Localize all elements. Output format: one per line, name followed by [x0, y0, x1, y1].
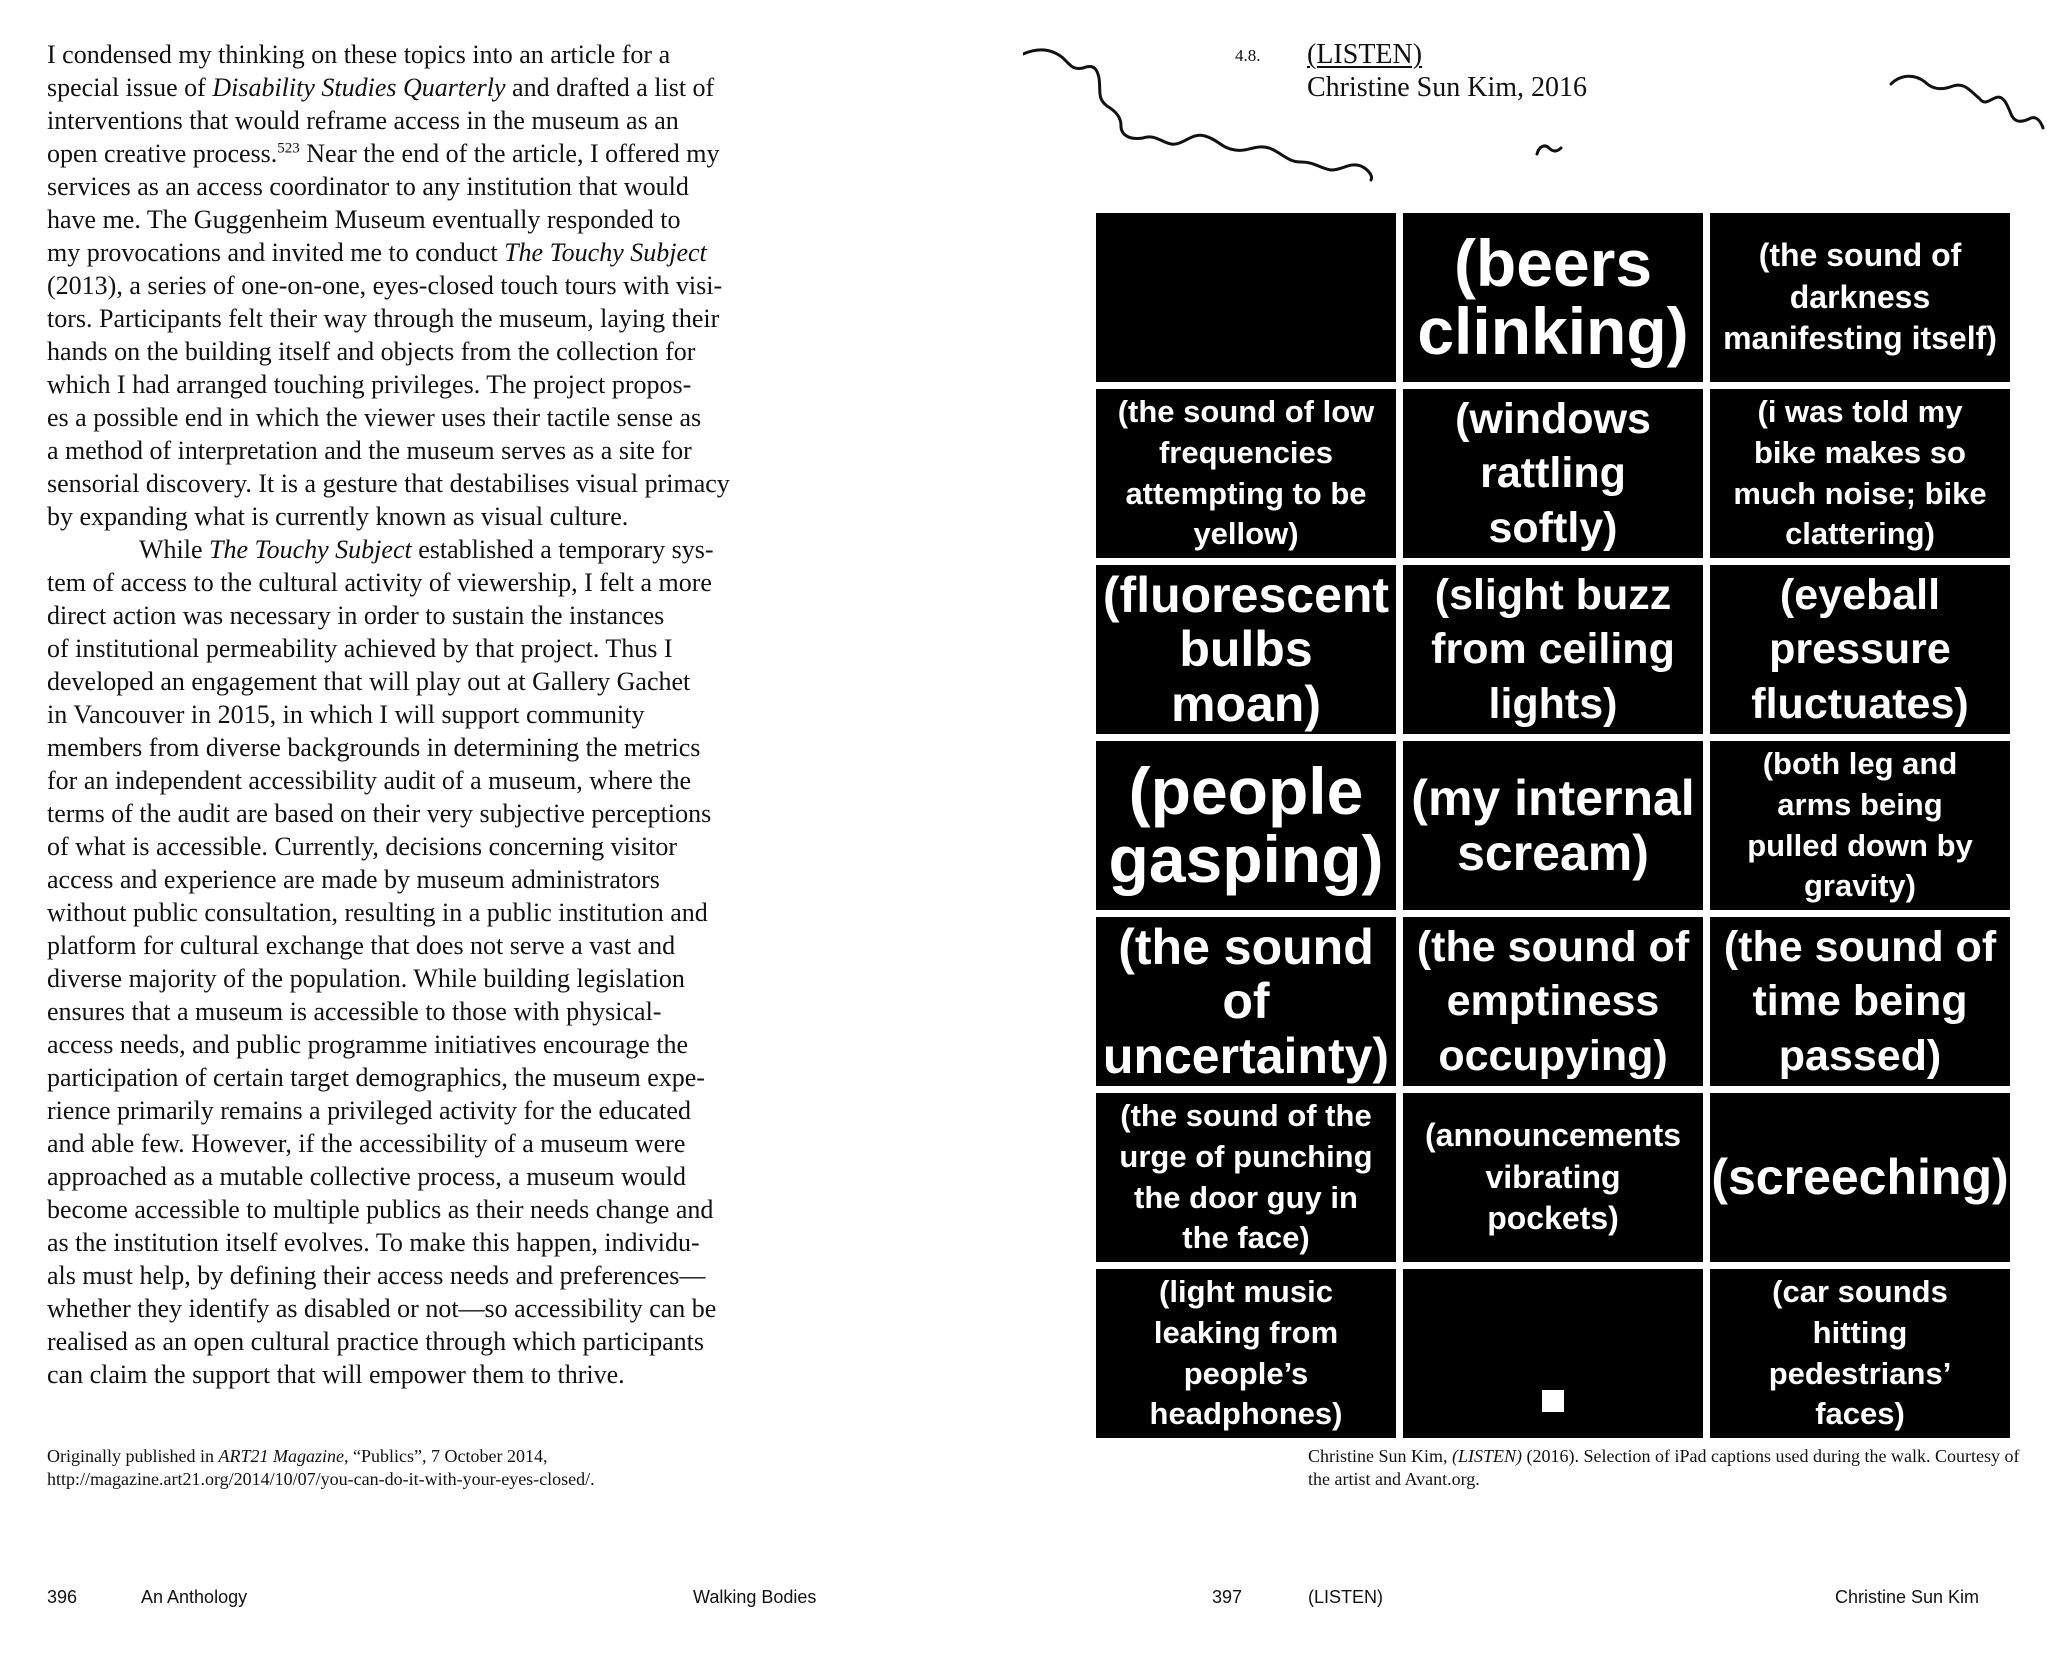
- caption-tile: (announcements vibrating pockets): [1403, 1093, 1703, 1262]
- footnote-url: http://magazine.art21.org/2014/10/07/you-can-do-it-with-your-eyes-closed/.: [47, 1469, 595, 1489]
- text-run: established a temporary sys- tem of access to the cultural activity of viewership, I felt a more direct action was necessary in order to sustain the instances of institutional permeability achieved by that project. Thus I developed an engagement that will play out at Gallery Gachet in Vancouver in 2015, in which I will support community members from diverse backgrounds in determining the metrics for an independent accessibility audit of a museum, where the terms of the audit are based on their very subjective perceptions of what is accessible. Currently, decisions concerning visitor access and experience are made by museum administrators without public consultation, resulting in a public institution and platform for cultural exchange that does not serve a vast and diverse majority of the population. While building legislation ensures that a museum is accessible to those with physical- access needs, and public programme initiatives encourage the participation of certain target demographics, the museum expe- rience primarily remains a privileged activity for the educated and able few. However, if the accessibility of a museum were approached as a mutable collective process, a museum would become accessible to multiple publics as their needs change and as the institution itself evolves. To make this happen, individu- als must help, by defining their access needs and preferences— whether they identify as disabled or not—so accessibility can be realised as an open cultural practice through which participants can claim the support that will empower them to thrive.: [47, 535, 717, 1389]
- caption-tile: (screeching): [1710, 1093, 2010, 1262]
- caption-tile: (eyeball pressure fluctuates): [1710, 565, 2010, 734]
- caption-tile-blank: [1096, 213, 1396, 382]
- caption-tile: (fluorescent bulbs moan): [1096, 565, 1396, 734]
- figure-caption: Christine Sun Kim, (LISTEN) (2016). Selection of iPad captions used during the walk. Courtesy of the artist and Avant.org.: [1308, 1446, 2020, 1489]
- stop-square-icon: [1542, 1390, 1564, 1412]
- caption-tile: (the sound of time being passed): [1710, 917, 2010, 1086]
- left-page: [0, 0, 1023, 1653]
- work-artist-year: Christine Sun Kim, 2016: [1307, 72, 1588, 103]
- right-page: [1023, 0, 2047, 1653]
- squiggle-line-right: [1891, 76, 2043, 128]
- text-run: and drafted a list of interventions that would reframe access in the museum as an open creative process.: [47, 73, 715, 168]
- running-foot-book-title: An Anthology: [141, 1587, 248, 1607]
- caption-tile: (car sounds hitting pedestrians’ faces): [1710, 1269, 2010, 1438]
- body-paragraph: [47, 38, 847, 533]
- body-text: [47, 38, 847, 1391]
- text-run: I condensed my thinking on these topics into an article for a special issue of: [47, 40, 671, 102]
- caption-tile: (the sound of low frequencies attempting to be yellow): [1096, 389, 1396, 558]
- italic-title: Disability Studies Quarterly: [212, 73, 506, 102]
- caption-tile: (the sound of darkness manifesting itself): [1710, 213, 2010, 382]
- italic-title: The Touchy Subject: [209, 535, 412, 564]
- caption-tile: (slight buzz from ceiling lights): [1403, 565, 1703, 734]
- running-foot-section: Walking Bodies: [693, 1587, 817, 1607]
- work-title: (LISTEN): [1307, 39, 1423, 70]
- running-foot-author: Christine Sun Kim: [1835, 1587, 1980, 1607]
- text-run: (2013), a series of one-on-one, eyes-closed touch tours with visi- tors. Participants felt their way through the museum, laying their hands on the building itself and objects from the collection for which I had arranged touching privileges. The project propos- es a possible end in which the viewer uses their tactile sense as a method of interpretation and the museum serves as a site for sensorial discovery. It is a gesture that destabilises visual primacy by expanding what is currently known as visual culture.: [47, 271, 730, 531]
- caption-tile: (i was told my bike makes so much noise; bike clattering): [1710, 389, 2010, 558]
- footnote: [47, 1445, 867, 1491]
- running-foot-work-title: (LISTEN): [1308, 1587, 1384, 1607]
- caption-tile: (the sound of emptiness occupying): [1403, 917, 1703, 1086]
- caption-tile: (the sound of uncertainty): [1096, 917, 1396, 1086]
- caption-tile: (my internal scream): [1403, 741, 1703, 910]
- footnote-source: Originally published in ART21 Magazine, “Publics”, 7 October 2014,: [47, 1446, 548, 1466]
- caption-tile: (the sound of the urge of punching the door guy in the face): [1096, 1093, 1396, 1262]
- text-run: While: [139, 535, 210, 564]
- caption-tile-stop: [1403, 1269, 1703, 1438]
- text-run: Near the end of the article, I offered my services as an access coordinator to any institution that would have me. The Guggenheim Museum eventually responded to my provocations and invited me to conduct: [47, 139, 720, 267]
- caption-tile: (both leg and arms being pulled down by gravity): [1710, 741, 2010, 910]
- caption-tile: (beers clinking): [1403, 213, 1703, 382]
- squiggle-tilde: [1537, 146, 1561, 154]
- page-number-left: 396: [47, 1587, 78, 1607]
- caption-tile: (light music leaking from people’s headphones): [1096, 1269, 1396, 1438]
- body-paragraph: [47, 533, 847, 1391]
- caption-tile: (windows rattling softly): [1403, 389, 1703, 558]
- caption-tile: (people gasping): [1096, 741, 1396, 910]
- italic-title: The Touchy Subject: [504, 238, 707, 267]
- footnote-ref: 523: [277, 140, 300, 157]
- work-header: [1307, 38, 1587, 104]
- work-number: 4.8.: [1235, 46, 1261, 65]
- page-number-right: 397: [1212, 1587, 1243, 1607]
- captions-grid: [1085, 213, 2021, 1436]
